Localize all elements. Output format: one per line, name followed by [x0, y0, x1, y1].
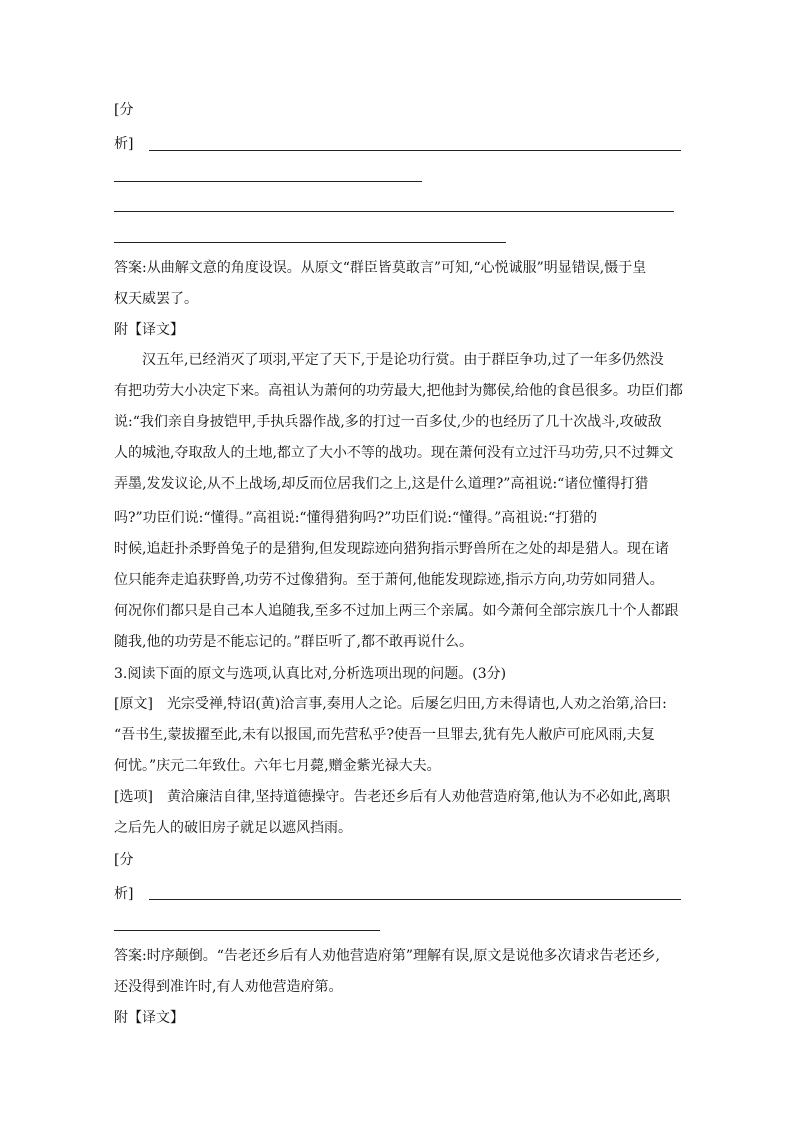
- answer-blank-line: [114, 930, 380, 931]
- translation-line: 吗?”功臣们说:“懂得。”高祖说:“懂得猎狗吗?”功臣们说:“懂得。”高祖说:“打猎的: [114, 510, 598, 526]
- answer-text-2b: 还没得到准许时,有人劝他营造府第。: [114, 979, 343, 995]
- original-text-row: [114, 694, 667, 714]
- original-text-line: 光宗受禅,特诏(黄)洽言事,奏用人之论。后屡乞归田,方未得请也,人劝之治第,洽曰:: [166, 696, 667, 712]
- translation-line: 弄墨,发发议论,从不上战场,却反而位居我们之上,这是什么道理?”高祖说:“诸位懂得打猎: [114, 476, 649, 492]
- appendix-heading-2: [114, 1008, 184, 1028]
- appendix-label: 【译文】: [128, 322, 184, 338]
- analysis-label-2b: 析]: [114, 886, 134, 902]
- answer-blank-line: [114, 211, 674, 212]
- appendix-label: 【译文】: [128, 1010, 184, 1026]
- translation-line: 人的城池,夺取敌人的土地,都立了大小不等的战功。现在萧何没有立过汗马功劳,只不过舞文: [114, 445, 674, 461]
- appendix-heading-1: [114, 320, 184, 340]
- option-label: [选项]: [114, 789, 153, 805]
- answer-blank-line: [114, 242, 506, 243]
- option-text-line: 黄洽廉洁自律,坚持道德操守。告老还乡后有人劝他营造府第,他认为不必如此,离职: [166, 789, 671, 805]
- analysis-label-1a: [分: [114, 102, 134, 118]
- translation-line: 时候,追赶扑杀野兽兔子的是猎狗,但发现踪迹向猎狗指示野兽所在之处的却是猎人。现在诸: [114, 541, 669, 557]
- answer-blank-line: [149, 899, 681, 900]
- original-text-line: 何忧。”庆元二年致仕。六年七月薨,赠金紫光禄大夫。: [114, 758, 441, 774]
- translation-line: 何况你们都只是自己本人追随我,至多不过加上两三个亲属。如今萧何全部宗族几十个人都跟: [114, 603, 679, 619]
- answer-text-1a: 答案:从曲解文意的角度设误。从原文“群臣皆莫敢言”可知,“心悦诚服”明显错误,慑于皇: [114, 260, 647, 276]
- original-label: [原文]: [114, 696, 153, 712]
- question-title: 3.阅读下面的原文与选项,认真比对,分析选项出现的问题。(3分): [114, 666, 507, 682]
- option-text-row: [114, 787, 670, 807]
- analysis-label-2a: [分: [114, 852, 134, 868]
- answer-blank-line: [114, 181, 422, 182]
- translation-line: 说:“我们亲自身披铠甲,手执兵器作战,多的打过一百多仗,少的也经历了几十次战斗,攻破敌: [114, 414, 662, 430]
- translation-line: 汉五年,已经消灭了项羽,平定了天下,于是论功行赏。由于群臣争功,过了一年多仍然没: [142, 352, 664, 368]
- translation-line: 位只能奔走追获野兽,功劳不过像猎狗。至于萧何,他能发现踪迹,指示方向,功劳如同猎人。: [114, 572, 664, 588]
- answer-blank-line: [149, 150, 681, 151]
- translation-line: 有把功劳大小决定下来。高祖认为萧何的功劳最大,把他封为酂侯,给他的食邑很多。功臣们都: [114, 383, 683, 399]
- appendix-prefix: 附: [114, 1010, 128, 1026]
- option-text-line: 之后先人的破旧房子就足以遮风挡雨。: [114, 820, 352, 836]
- answer-text-1b: 权天威罢了。: [114, 291, 198, 307]
- analysis-label-1b: 析]: [114, 136, 134, 152]
- translation-line: 随我,他的功劳是不能忘记的。”群臣听了,都不敢再说什么。: [114, 634, 474, 650]
- answer-text-2a: 答案:时序颠倒。“告老还乡后有人劝他营造府第”理解有误,原文是说他多次请求告老还乡,: [114, 948, 660, 964]
- appendix-prefix: 附: [114, 322, 128, 338]
- original-text-line: “吾书生,蒙拔擢至此,未有以报国,而先营私乎?使吾一旦罪去,犹有先人敝庐可庇风雨,夫复: [114, 727, 655, 743]
